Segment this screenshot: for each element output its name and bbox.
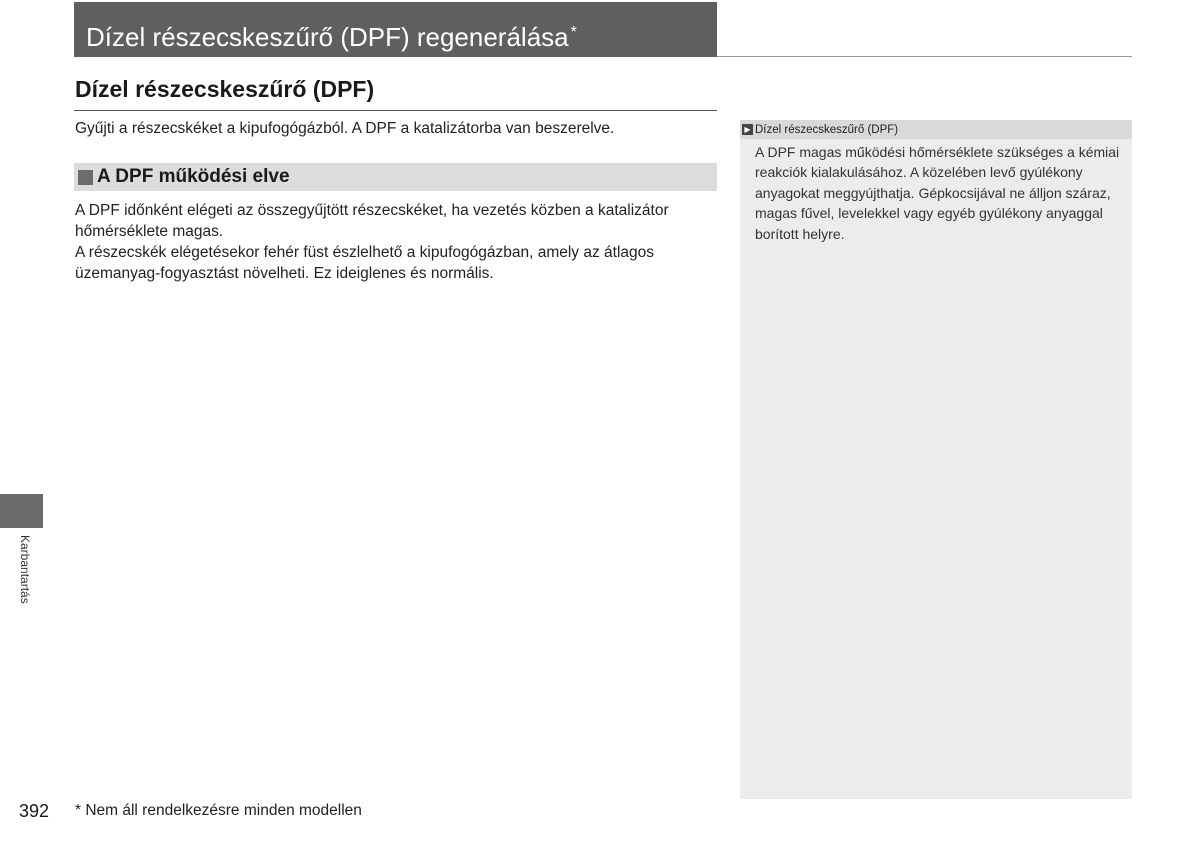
subsection-heading: A DPF működési elve [97,166,290,187]
page-number: 392 [19,801,50,821]
title-divider [717,56,1132,57]
side-note-header[interactable] [740,120,1132,139]
footnote: * Nem áll rendelkezésre minden modellen [75,802,362,819]
square-bullet-icon [78,170,93,185]
section-divider [74,110,717,111]
body-paragraph: A részecskék elégetésekor fehér füst észlelhető a kipufogógázban, amely az átlagos üzemanyag-fogyasztást növelheti. Ez ideiglenes és normális. [75,244,655,282]
side-note-panel [740,120,1132,799]
chapter-title-bar [74,2,717,57]
reference-arrow-icon: ▶ [742,124,753,135]
body-paragraph: A DPF időnként elégeti az összegyűjtött részecskéket, ha vezetés közben a katalizátor hőmérséklete magas. [75,202,669,240]
chapter-tab-label: Karbantartás [18,535,32,604]
side-note-text: A DPF magas működési hőmérséklete szükséges a kémiai reakciók kialakulásához. A közelében levő gyúlékony anyagokat meggyújthatja. Gépkocsijával ne álljon száraz, magas fűvel, levelekkel vagy egyéb gyúlékony anyaggal borított helyre. [755,144,1120,242]
chapter-tab-marker[interactable] [0,494,43,528]
section-intro-text: Gyűjti a részecskéket a kipufogógázból. A DPF a katalizátorba van beszerelve. [75,120,615,137]
availability-asterisk: * [570,24,577,41]
subsection-heading-bar [74,163,717,191]
chapter-title: Dízel részecskeszűrő (DPF) regenerálása [86,22,569,52]
section-heading: Dízel részecskeszűrő (DPF) [75,76,375,102]
side-note-title: Dízel részecskeszűrő (DPF) [755,123,899,136]
subsection-body [75,200,715,284]
